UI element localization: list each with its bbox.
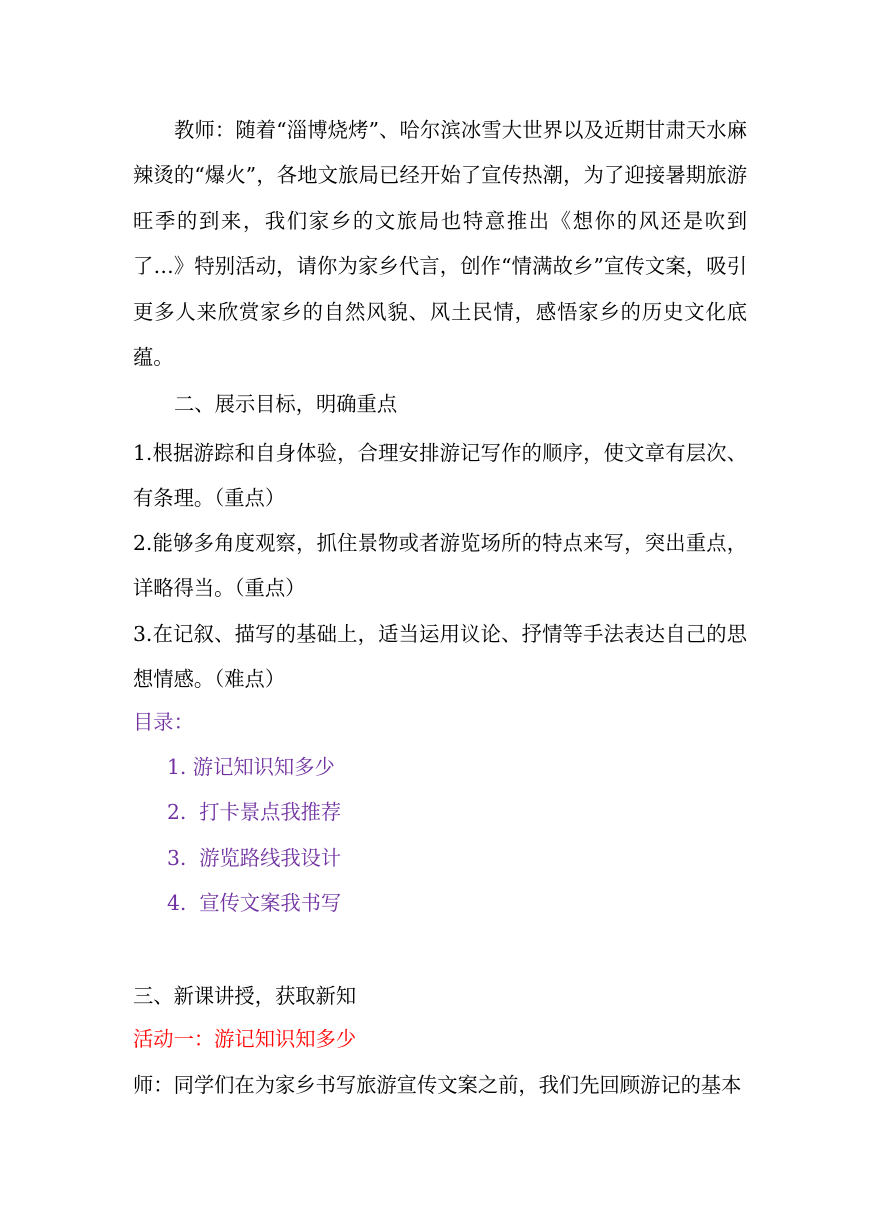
toc-item: 1. 游记知识知多少 bbox=[167, 755, 335, 779]
toc-item: 3. 游览路线我设计 bbox=[167, 846, 342, 870]
activity-heading: 活动一：游记知识知多少 bbox=[133, 1027, 357, 1051]
goal-item: 2.能够多角度观察，抓住景物或者游览场所的特点来写，突出重点，详略得当。（重点） bbox=[133, 531, 747, 601]
goal-item: 1.根据游踪和自身体验，合理安排游记写作的顺序，使文章有层次、有条理。（重点） bbox=[133, 441, 747, 511]
toc-item: 4. 宣传文案我书写 bbox=[167, 891, 342, 915]
toc-item: 2. 打卡景点我推荐 bbox=[167, 800, 342, 824]
toc-label: 目录： bbox=[133, 710, 194, 734]
teacher-paragraph: 师：同学们在为家乡书写旅游宣传文案之前，我们先回顾游记的基本 bbox=[133, 1073, 742, 1097]
goal-item: 3.在记叙、描写的基础上，适当运用议论、抒情等手法表达自己的思想情感。（难点） bbox=[133, 622, 747, 692]
section-2-heading: 二、展示目标，明确重点 bbox=[174, 392, 398, 416]
intro-paragraph: 教师：随着“淄博烧烤”、哈尔滨冰雪大世界以及近期甘肃天水麻辣烫的“爆火”，各地文旅局已经开始了宣传热潮，为了迎接暑期旅游旺季的到来，我们家乡的文旅局也特意推出《想你的风还是吹到了…》特别活动，请你为家乡代言，创作“情满故乡”宣传文案，吸引更多人来欣赏家乡的自然风貌、风土民情，感悟家乡的历史文化底蕴。 bbox=[133, 118, 747, 370]
section-3-heading: 三、新课讲授，获取新知 bbox=[133, 984, 357, 1008]
